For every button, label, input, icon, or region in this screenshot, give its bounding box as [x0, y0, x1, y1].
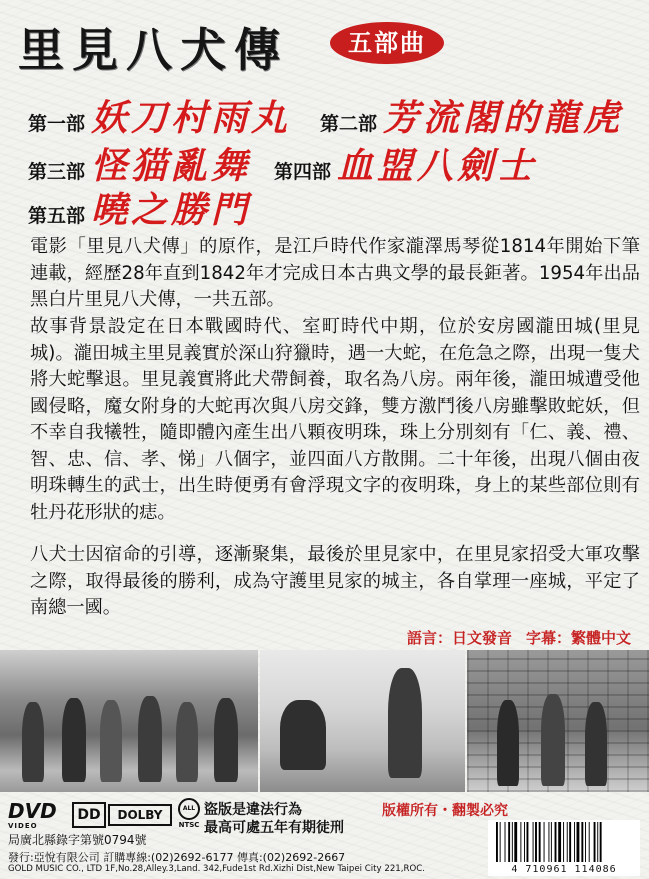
film-still-2 — [260, 650, 465, 792]
barcode-bar — [508, 822, 510, 862]
barcode-bars — [494, 822, 634, 862]
part-title: 妖刀村雨丸 — [91, 97, 292, 139]
rating-ntsc-badge: ALL NTSC — [178, 798, 200, 829]
barcode-bar — [539, 822, 541, 862]
barcode-bar — [569, 822, 571, 862]
piracy-warning: 盜版是違法行為 最高可處五年有期徒刑 — [204, 802, 344, 836]
part-label: 第三部 — [28, 161, 86, 183]
part-5 — [28, 182, 251, 233]
part-title: 血盟八劍士 — [337, 145, 538, 187]
synopsis-paragraph-3: 八犬士因宿命的引導，逐漸聚集，最後於里見家中，在里見家招受大軍攻擊之際，取得最後的勝利，成為守護里見家的城主，各自掌理一座城，平定了南總一國。 — [30, 544, 640, 618]
barcode-bar — [600, 822, 602, 862]
barcode-bar — [551, 822, 552, 862]
barcode-bar — [563, 822, 564, 862]
barcode — [488, 820, 640, 876]
dolby-logo: DOLBY — [108, 804, 172, 826]
publisher-info: 發行:亞悅有限公司 訂購專線:(02)2692-6177 傳真:(02)2692-2667 — [8, 851, 346, 864]
dolby-digital-icon: DD — [72, 802, 106, 828]
barcode-bar — [581, 822, 583, 862]
rating-icon: ALL — [178, 798, 200, 820]
barcode-bar — [500, 822, 501, 862]
barcode-bar — [548, 822, 549, 862]
synopsis-paragraph-1: 電影「里見八犬傳」的原作，是江戶時代作家瀧澤馬琴從1814年開始下筆連載，經歷28年直到1842年才完成日本古典文學的最長鉅著。1954年出品黑白片里見八犬傳，一共五部。 — [30, 236, 640, 310]
part-title: 芳流閣的龍虎 — [383, 97, 624, 139]
synopsis-paragraph-2: 故事背景設定在日本戰國時代、室町時代中期，位於安房國瀧田城(里見城)。瀧田城主里見義實於深山狩獵時，遇一大蛇，在危急之際，出現一隻犬將大蛇擊退。里見義實將此犬帶飼養，取名為八房。兩年後，瀧田城遭受他國侵略，魔女附身的大蛇再次與八房交鋒，雙方激鬥後八房雖擊敗蛇妖，但不幸自我犧牲，隨即體內產生出八顆夜明珠，珠上分別刻有「仁、義、禮、智、忠、信、孝、悌」八個字，並四面八方散開。二十年後，出現八個由夜明珠轉生的武士，出生時便勇有會浮現文字的夜明珠，身上的某些部位則有牡丹花形狀的痣。 — [30, 316, 640, 523]
barcode-bar — [597, 822, 598, 862]
part-label: 第一部 — [28, 113, 86, 135]
part-2 — [320, 90, 623, 141]
barcode-bar — [558, 822, 561, 862]
language-info — [393, 627, 631, 648]
part-1 — [28, 90, 291, 141]
barcode-bar — [555, 822, 557, 862]
still-photos — [0, 650, 649, 792]
barcode-bar — [535, 822, 537, 862]
part-label: 第五部 — [28, 205, 86, 227]
barcode-bar — [589, 822, 590, 862]
dvd-video-logo: DVD VIDEO — [8, 799, 57, 830]
film-still-3 — [467, 650, 649, 792]
barcode-bar — [524, 822, 525, 862]
subtitle-language: 字幕：繁體中文 — [525, 629, 631, 647]
license-number: 局廣北縣錄字第號0794號 — [8, 833, 147, 847]
barcode-bar — [533, 822, 534, 862]
barcode-bar — [567, 822, 568, 862]
part-title: 曉之勝門 — [91, 189, 252, 231]
barcode-bar — [514, 822, 517, 862]
part-4 — [274, 138, 537, 189]
audio-language: 語言：日文發音 — [406, 629, 512, 647]
series-badge: 五部曲 — [330, 22, 444, 64]
barcode-bar — [505, 822, 506, 862]
barcode-number: 4 710961 114086 — [511, 864, 617, 875]
barcode-bar — [496, 822, 498, 862]
barcode-bar — [594, 822, 596, 862]
publisher-address: GOLD MUSIC CO., LTD 1F,No.28,Alley.3,Land. 342,Fude1st Rd.Xizhi Dist,New Taipei City 221,ROC. — [8, 864, 425, 874]
barcode-bar — [574, 822, 575, 862]
barcode-bar — [577, 822, 580, 862]
film-still-1 — [0, 650, 258, 792]
barcode-bar — [544, 822, 545, 862]
page-title: 里見八犬傳 — [18, 23, 288, 77]
part-title: 怪猫亂舞 — [91, 145, 252, 187]
barcode-bar — [585, 822, 586, 862]
barcode-bar — [512, 822, 513, 862]
barcode-bar — [527, 822, 529, 862]
copyright-notice: 版權所有・翻製必究 — [382, 803, 508, 819]
part-label: 第二部 — [320, 113, 378, 135]
format-logos — [8, 800, 178, 830]
barcode-bar — [520, 822, 521, 862]
part-label: 第四部 — [274, 161, 332, 183]
